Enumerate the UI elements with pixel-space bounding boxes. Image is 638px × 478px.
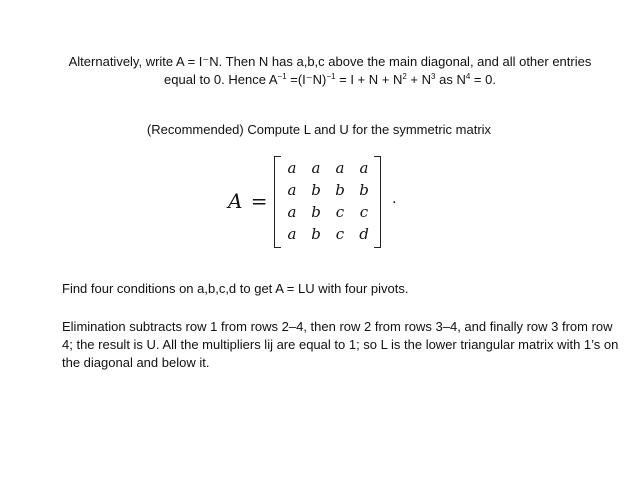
matrix-cell: c: [335, 225, 345, 243]
matrix-cell: a: [287, 159, 297, 177]
matrix-cell: a: [287, 225, 297, 243]
intro-text-9: = 0.: [470, 72, 496, 87]
intro-text-1: Alternatively, write A = I: [68, 54, 203, 69]
inverse-exponent: −1: [277, 72, 287, 81]
matrix-grid: [280, 157, 376, 245]
intro-text-6: = I + N + N: [335, 72, 403, 87]
matrix-lhs: A =: [228, 189, 269, 213]
matrix-cell: b: [359, 181, 369, 199]
exponent-3: 3: [431, 72, 436, 81]
minus-sign: ⁻: [305, 72, 313, 87]
intro-text-5: N): [312, 72, 327, 87]
conditions-text: Find four conditions on a,b,c,d to get A = LU with four pivots.: [62, 281, 409, 296]
exponent-4: 4: [465, 72, 471, 81]
intro-text-7: + N: [406, 72, 432, 87]
matrix-cell: b: [311, 225, 321, 243]
intro-text-8: as N: [435, 72, 466, 87]
matrix-cell: c: [359, 203, 369, 221]
intro-text-3: equal to 0. Hence A: [164, 72, 278, 87]
matrix-cell: c: [335, 203, 345, 221]
recommended-heading: (Recommended) Compute L and U for the symmetric matrix: [146, 122, 492, 137]
intro-text-4: =(I: [286, 72, 306, 87]
matrix-cell: a: [287, 181, 297, 199]
matrix-cell: d: [359, 225, 369, 243]
matrix-cell: a: [359, 159, 369, 177]
intro-text-2: N. Then N has a,b,c above the main diagonal, and all other entries: [209, 54, 592, 69]
matrix-cell: b: [311, 203, 321, 221]
matrix-equation: [228, 155, 418, 249]
matrix-cell: a: [287, 203, 297, 221]
intro-paragraph: [40, 53, 620, 89]
right-bracket: [374, 156, 381, 248]
matrix-cell: a: [335, 159, 345, 177]
inverse-exponent: −1: [326, 72, 336, 81]
elimination-text: Elimination subtracts row 1 from rows 2–4, then row 2 from rows 3–4, and finally row 3 from row 4; the result is U. All the multipliers lij are equal to 1; so L is the lower triangular matrix with 1’s on the diagonal and below it.: [62, 319, 619, 370]
matrix-period: .: [392, 191, 397, 207]
minus-sign: ⁻: [202, 54, 210, 69]
matrix-cell: a: [311, 159, 321, 177]
matrix-cell: b: [335, 181, 345, 199]
matrix-cell: b: [311, 181, 321, 199]
exponent-2: 2: [402, 72, 407, 81]
